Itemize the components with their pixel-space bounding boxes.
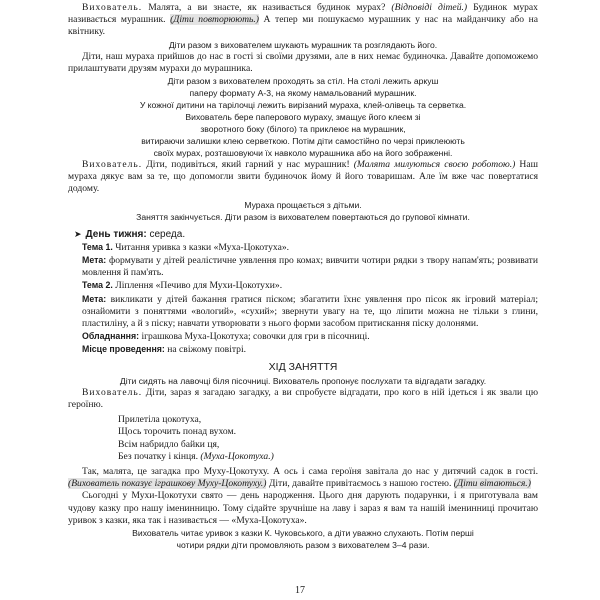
topic-2: Тема 2. Ліплення «Печиво для Мухи-Цокотухи». Мета: викликати у дітей бажання гратися піском; збагатити їхнє уявлення про пісок як ігровий матеріал; ознайомити з поняттями «вологий», «сухий»; звернути увагу на те, що ліпити можна не тільки з глини, пластиліну, а й з піску; навчати утворювати з нього форми засобом притискання піску долонями. Обладнання: іграшкова Муха-Цокотуха; совочки для гри в пісочниці. Місце проведення: на свіжому повітрі. (82, 280, 538, 356)
speaker-label: Вихователь. (82, 159, 143, 171)
closing-directions: Мураха прощається з дітьми. Заняття закінчується. Діти разом із вихователем повертаються до групової кімнати. (136, 199, 470, 222)
lesson-paragraph-2: Так, малята, це загадка про Муху-Цокотуху. А ось і сама героїня завітала до нас у дитячий садок в гості. (Вихователь показує іграшкову Муху-Цокотуху.) Діти, давайте привітаємось з нашою гостею. (Діти вітаються.) (68, 466, 538, 490)
stage-direction: Діти сидять на лавочці біля пісочниці. Вихователь пропонує послухати та відгадати загадку. (119, 375, 487, 386)
section-heading: ХІД ЗАНЯТТЯ (268, 360, 338, 373)
day-of-week: ➤ День тижня: середа. (74, 228, 186, 240)
stage-direction: Діти разом з вихователем шукають мурашник та розглядають його. (168, 39, 438, 50)
lesson-paragraph-1: Вихователь. Діти, зараз я загадаю загадку, а ви спробуєте відгадати, про кого в ній ідеться і як звали цю героїню. (68, 386, 538, 411)
page-number: 17 (295, 585, 305, 596)
intro-paragraph-2: Діти, наш мураха прийшов до нас в гості зі своїми друзями, але в них немає будиночка. Давайте допоможемо прилаштувати друзям мурахи до мурашника. (68, 50, 538, 74)
closing-stage-direction: Вихователь читає уривок з казки К. Чуковського, а діти уважно слухають. Потім перші чотири рядки діти промовляють разом з вихователем 3–4 рази. (132, 528, 474, 551)
speaker-label: Вихователь. (82, 386, 143, 398)
topic-1: Тема 1. Читання уривка з казки «Муха-Цокотуха». Мета: формувати у дітей реалістичне уявлення про комах; вивчити чотири рядки з твору напам'ять; розвивати мовлення й пам'ять. (82, 241, 538, 279)
intro-paragraph-3: Вихователь. Діти, подивіться, який гарний у нас мурашник! (Малята милуються своєю роботою.) Наш мураха дякує вам за те, що допомогли звити будиночок йому й його товаришам. Але їм вже час повертатися додому. (68, 159, 538, 195)
arrow-bullet-icon: ➤ (74, 228, 82, 239)
lesson-paragraph-3: Сьогодні у Мухи-Цокотухи свято — день народження. Цього дня дарують подарунки, і я приготувала вам чудову казку про нашу іменинницю. Тому сідайте зручніше на лаву і зараз я вам та нашій іменинниці прочитаю уривок з казки, яка так і називається — «Муха-Цокотуха». (68, 490, 538, 526)
speaker-label: Вихователь. (82, 2, 143, 13)
intro-paragraph-1: Вихователь. Малята, а ви знаєте, як називається будинок мурах? (Відповіді дітей.) Будинок мурах називається мурашник. (Діти повторюють.) А тепер ми пошукаємо мурашник у нас на майданчику або на квітнику. (68, 2, 538, 38)
stage-direction-block: Діти разом з вихователем проходять за стіл. На столі лежить аркуш паперу формату А-3, на якому намальований мурашник. У кожної дитини на тарілочці лежить вирізаний мураха, клей-олівець та серветка. Вихователь бере паперового мураху, змащує його клеєм зі зворотного боку (білого) та приклеює на мурашник, витираючи залишки клею серветкою. Потім діти самостійно по черзі приклеюють своїх мурах, розташовуючи їх навколо мурашника або на його зображенні. (139, 76, 467, 159)
riddle-poem: Прилетіла цокотуха, Щось торочить понад вухом. Всім набридло байки ця, Без початку і кінця. (Муха-Цокотуха.) (118, 414, 274, 462)
document-page (68, 2, 538, 551)
